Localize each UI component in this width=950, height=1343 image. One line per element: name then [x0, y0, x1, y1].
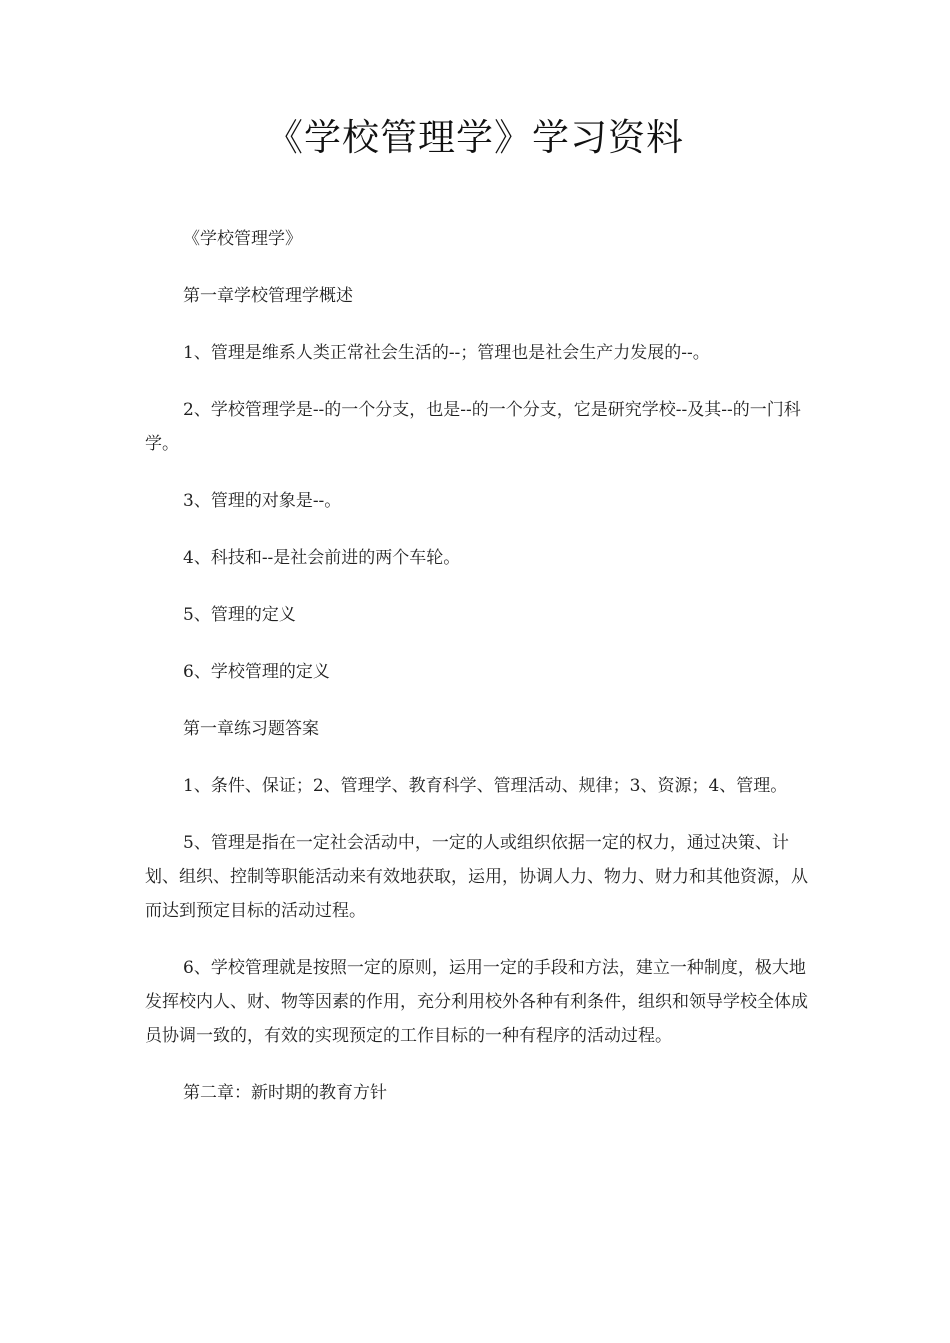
paragraph-answers-heading: 第一章练习题答案 [183, 719, 319, 739]
paragraph-question-6: 6、学校管理的定义 [183, 662, 330, 682]
paragraph-question-1: 1、管理是维系人类正常社会生活的--；管理也是社会生产力发展的--。 [183, 343, 710, 363]
paragraph-answers-1-4: 1、条件、保证；2、管理学、教育科学、管理活动、规律；3、资源；4、管理。 [183, 776, 788, 796]
document-body [145, 222, 815, 1110]
paragraph-chapter-2-heading: 第二章：新时期的教育方针 [183, 1083, 387, 1103]
paragraph-book-title: 《学校管理学》 [183, 229, 302, 249]
paragraph-chapter-1-heading: 第一章学校管理学概述 [183, 286, 353, 306]
paragraph-answer-6: 6、学校管理就是按照一定的原则，运用一定的手段和方法，建立一种制度，极大地发挥校内人、财、物等因素的作用，充分利用校外各种有利条件，组织和领导学校全体成员协调一致的，有效的实现预定的工作目标的一种有程序的活动过程。 [145, 958, 808, 1046]
paragraph-question-4: 4、科技和--是社会前进的两个车轮。 [183, 548, 461, 568]
paragraph-answer-5: 5、管理是指在一定社会活动中，一定的人或组织依据一定的权力，通过决策、计划、组织、控制等职能活动来有效地获取，运用，协调人力、物力、财力和其他资源，从而达到预定目标的活动过程。 [145, 833, 808, 921]
paragraph-question-3: 3、管理的对象是--。 [183, 491, 342, 511]
document-title: 《学校管理学》学习资料 [266, 116, 684, 159]
paragraph-question-5: 5、管理的定义 [183, 605, 296, 625]
paragraph-question-2: 2、学校管理学是--的一个分支，也是--的一个分支，它是研究学校--及其--的一门科学。 [145, 400, 801, 454]
